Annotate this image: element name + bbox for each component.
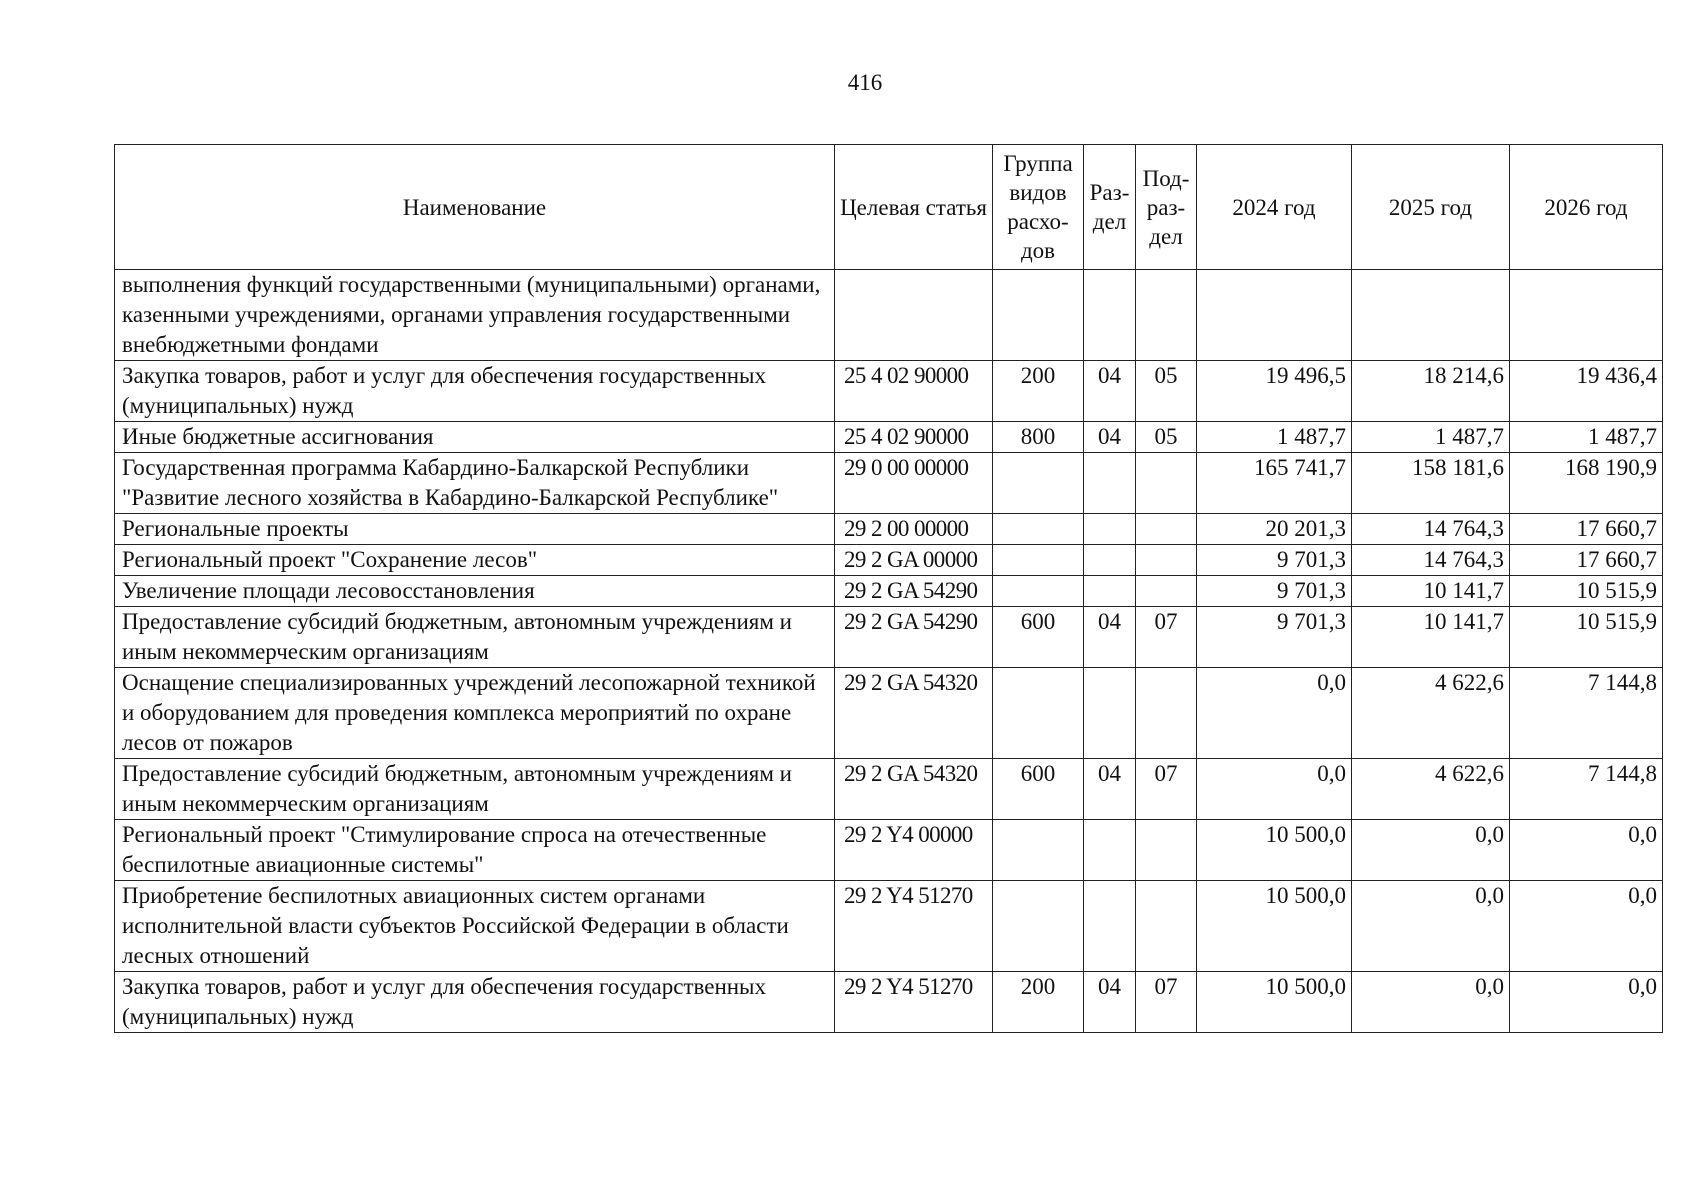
cell-section (1084, 576, 1136, 607)
table-row (115, 668, 1663, 759)
cell-2026: 19 436,4 (1510, 361, 1663, 422)
budget-table (114, 144, 1663, 1033)
cell-2025: 4 622,6 (1352, 668, 1510, 759)
cell-name: Иные бюджетные ассигнования (115, 422, 835, 453)
table-header-row (115, 145, 1663, 270)
cell-2024: 20 201,3 (1197, 514, 1352, 545)
cell-2024: 10 500,0 (1197, 820, 1352, 881)
cell-target-code: 29 2 Y4 51270 (835, 972, 993, 1033)
cell-target-code: 29 2 GA 00000 (835, 545, 993, 576)
cell-expense-group (993, 270, 1084, 361)
cell-2024: 19 496,5 (1197, 361, 1352, 422)
cell-section: 04 (1084, 422, 1136, 453)
header-2025: 2025 год (1352, 145, 1510, 270)
cell-subsection: 07 (1136, 607, 1197, 668)
cell-name: Закупка товаров, работ и услуг для обеспечения государственных (муниципальных) нужд (115, 361, 835, 422)
cell-2026: 7 144,8 (1510, 668, 1663, 759)
cell-target-code: 29 2 GA 54320 (835, 668, 993, 759)
cell-2025: 1 487,7 (1352, 422, 1510, 453)
cell-section: 04 (1084, 607, 1136, 668)
header-name: Наименование (115, 145, 835, 270)
cell-target-code (835, 270, 993, 361)
cell-name: Закупка товаров, работ и услуг для обеспечения государственных (муниципальных) нужд (115, 972, 835, 1033)
cell-2025: 0,0 (1352, 820, 1510, 881)
cell-section: 04 (1084, 972, 1136, 1033)
header-group: Группа видов расхо-дов (993, 145, 1084, 270)
cell-target-code: 29 2 GA 54290 (835, 576, 993, 607)
cell-target-code: 29 0 00 00000 (835, 453, 993, 514)
cell-section (1084, 270, 1136, 361)
cell-name: Предоставление субсидий бюджетным, автономным учреждениям и иным некоммерческим организациям (115, 607, 835, 668)
cell-2026: 1 487,7 (1510, 422, 1663, 453)
cell-expense-group: 600 (993, 759, 1084, 820)
cell-subsection: 07 (1136, 972, 1197, 1033)
cell-2026 (1510, 270, 1663, 361)
cell-expense-group: 600 (993, 607, 1084, 668)
cell-expense-group (993, 514, 1084, 545)
cell-expense-group (993, 881, 1084, 972)
cell-name: Предоставление субсидий бюджетным, автономным учреждениям и иным некоммерческим организациям (115, 759, 835, 820)
cell-2025: 4 622,6 (1352, 759, 1510, 820)
table-body (115, 270, 1663, 1033)
cell-name: Региональный проект "Стимулирование спроса на отечественные беспилотные авиационные системы" (115, 820, 835, 881)
table-row (115, 422, 1663, 453)
cell-expense-group (993, 545, 1084, 576)
cell-expense-group: 200 (993, 972, 1084, 1033)
cell-2024: 9 701,3 (1197, 607, 1352, 668)
table-row (115, 361, 1663, 422)
cell-2024: 9 701,3 (1197, 545, 1352, 576)
cell-2024: 9 701,3 (1197, 576, 1352, 607)
page-number: 416 (847, 70, 883, 95)
cell-2025: 14 764,3 (1352, 545, 1510, 576)
table-row (115, 759, 1663, 820)
cell-name: Оснащение специализированных учреждений лесопожарной техникой и оборудованием для проведения комплекса мероприятий по охране лесов от пожаров (115, 668, 835, 759)
cell-2026: 17 660,7 (1510, 545, 1663, 576)
cell-2026: 10 515,9 (1510, 576, 1663, 607)
cell-subsection (1136, 820, 1197, 881)
table-row (115, 576, 1663, 607)
cell-2025: 14 764,3 (1352, 514, 1510, 545)
cell-expense-group (993, 820, 1084, 881)
cell-2024: 10 500,0 (1197, 881, 1352, 972)
cell-section (1084, 668, 1136, 759)
cell-2025: 10 141,7 (1352, 607, 1510, 668)
table-row (115, 881, 1663, 972)
cell-2026: 168 190,9 (1510, 453, 1663, 514)
cell-subsection (1136, 453, 1197, 514)
cell-section (1084, 514, 1136, 545)
cell-subsection (1136, 270, 1197, 361)
cell-2026: 7 144,8 (1510, 759, 1663, 820)
cell-name: Государственная программа Кабардино-Балкарской Республики "Развитие лесного хозяйства в Кабардино-Балкарской Республике" (115, 453, 835, 514)
cell-2025 (1352, 270, 1510, 361)
cell-subsection (1136, 881, 1197, 972)
cell-section (1084, 545, 1136, 576)
cell-expense-group: 800 (993, 422, 1084, 453)
cell-target-code: 29 2 GA 54290 (835, 607, 993, 668)
cell-section (1084, 453, 1136, 514)
cell-expense-group (993, 576, 1084, 607)
table-row (115, 453, 1663, 514)
cell-subsection (1136, 545, 1197, 576)
cell-2024: 1 487,7 (1197, 422, 1352, 453)
cell-section: 04 (1084, 759, 1136, 820)
cell-section: 04 (1084, 361, 1136, 422)
header-2024: 2024 год (1197, 145, 1352, 270)
cell-target-code: 29 2 00 00000 (835, 514, 993, 545)
cell-2024: 0,0 (1197, 759, 1352, 820)
cell-subsection (1136, 514, 1197, 545)
cell-expense-group (993, 668, 1084, 759)
cell-2026: 10 515,9 (1510, 607, 1663, 668)
header-section: Раз-дел (1084, 145, 1136, 270)
cell-target-code: 29 2 Y4 51270 (835, 881, 993, 972)
cell-subsection (1136, 668, 1197, 759)
cell-2025: 10 141,7 (1352, 576, 1510, 607)
cell-section (1084, 820, 1136, 881)
cell-name: выполнения функций государственными (муниципальными) органами, казенными учреждениями, органами управления государственными внебюджетными фондами (115, 270, 835, 361)
cell-2026: 0,0 (1510, 881, 1663, 972)
cell-section (1084, 881, 1136, 972)
cell-name: Региональные проекты (115, 514, 835, 545)
cell-target-code: 25 4 02 90000 (835, 361, 993, 422)
cell-2024: 165 741,7 (1197, 453, 1352, 514)
table-row (115, 820, 1663, 881)
cell-subsection: 07 (1136, 759, 1197, 820)
cell-2026: 17 660,7 (1510, 514, 1663, 545)
cell-target-code: 29 2 GA 54320 (835, 759, 993, 820)
cell-2025: 158 181,6 (1352, 453, 1510, 514)
cell-2025: 0,0 (1352, 972, 1510, 1033)
cell-2025: 0,0 (1352, 881, 1510, 972)
cell-2024 (1197, 270, 1352, 361)
cell-subsection: 05 (1136, 361, 1197, 422)
table-row (115, 545, 1663, 576)
table-row (115, 270, 1663, 361)
header-2026: 2026 год (1510, 145, 1663, 270)
cell-expense-group: 200 (993, 361, 1084, 422)
cell-subsection (1136, 576, 1197, 607)
cell-2024: 0,0 (1197, 668, 1352, 759)
cell-subsection: 05 (1136, 422, 1197, 453)
cell-2026: 0,0 (1510, 820, 1663, 881)
cell-name: Увеличение площади лесовосстановления (115, 576, 835, 607)
cell-expense-group (993, 453, 1084, 514)
table-row (115, 514, 1663, 545)
cell-2025: 18 214,6 (1352, 361, 1510, 422)
cell-target-code: 25 4 02 90000 (835, 422, 993, 453)
cell-target-code: 29 2 Y4 00000 (835, 820, 993, 881)
cell-2024: 10 500,0 (1197, 972, 1352, 1033)
cell-2026: 0,0 (1510, 972, 1663, 1033)
cell-name: Региональный проект "Сохранение лесов" (115, 545, 835, 576)
table-row (115, 607, 1663, 668)
header-code: Целевая статья (835, 145, 993, 270)
table-row (115, 972, 1663, 1033)
header-subsection: Под-раз-дел (1136, 145, 1197, 270)
cell-name: Приобретение беспилотных авиационных систем органами исполнительной власти субъектов Российской Федерации в области лесных отношений (115, 881, 835, 972)
